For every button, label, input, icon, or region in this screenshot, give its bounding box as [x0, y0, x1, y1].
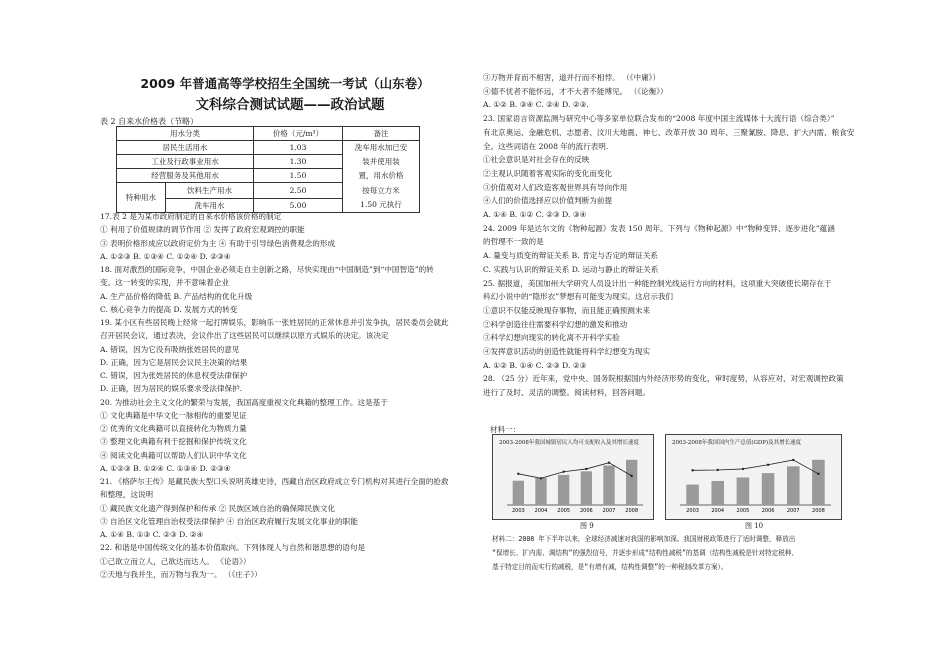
tick-label: 2006: [579, 508, 593, 514]
exam-subtitle: 文科综合测试试题——政治试题: [195, 97, 385, 113]
chart-title: 2003-2008年我国城镇居民人均可支配收入及其增长速度: [499, 440, 639, 446]
text-line: ③科学幻想向现实的转化离不开科学实验: [483, 333, 620, 343]
text-line: ④ 阅读文化典籍可以帮助人们认识中华文化: [100, 450, 247, 460]
text-line: 有北京奥运、金融危机、志愿者、汶川大地震、神七、改革开放 30 周年、三聚氰胺、降息、扩大内需、粮食安: [483, 127, 855, 137]
table-cell: 2.50: [254, 183, 343, 199]
table-cell: 1.50: [254, 169, 343, 183]
figure-label: 图 10: [745, 522, 764, 530]
growth-point: [717, 469, 719, 471]
table-cell: 饮料生产用水: [166, 183, 254, 199]
tick-label: 2008: [625, 508, 639, 514]
text-line: ③ 表明价格形成应以政府定价为主 ④ 有助于引导绿色消费观念的形成: [100, 238, 336, 248]
growth-point: [585, 468, 587, 470]
text-line: 召开居民会议，通过表决，会议作出了这些居民可以继续以原方式娱乐的决定。该决定: [100, 331, 389, 341]
text-line: ③ 整理文化典籍有利于挖掘和保护传统文化: [100, 437, 247, 447]
text-line: D. 正确，因为它是居民会议民主决策的结果: [100, 357, 248, 367]
tick-label: 2003: [511, 508, 525, 514]
growth-point: [817, 473, 819, 475]
table-cell: 1.30: [254, 155, 343, 169]
tick-label: 2007: [786, 508, 800, 514]
text-line: C. 实践与认识的辩证关系 D. 运动与静止的辩证关系: [483, 264, 659, 274]
table-header-row: [117, 127, 420, 141]
text-line: 全。这些词语在 2008 年的流行表明.: [483, 141, 609, 151]
text-line: 变。这一转变的实现，并不意味着企业: [100, 278, 230, 288]
text-line: 科幻小说中的“隐形衣”梦想有可能变为现实。这启示我们: [483, 292, 674, 302]
text-line: A. 错误，因为它没有吸纳张姓居民的意见: [100, 344, 240, 354]
text-line: ①意识不仅能反映现存事物，而且能正确预测未来: [483, 305, 651, 315]
bar: [812, 460, 825, 505]
table-header-cell: 用水分类: [117, 127, 254, 141]
text-line: 和整理，这说明: [100, 490, 154, 500]
bar: [711, 481, 724, 505]
bar: [787, 466, 800, 505]
growth-point: [517, 473, 519, 475]
text-line: ① 藏民族文化遗产得到保护和传承 ② 民族区域自治的确保障民族文化: [100, 503, 336, 513]
text-line: ③价值观对人们改造客观世界具有导向作用: [483, 182, 628, 192]
exam-title: 2009 年普通高等学校招生全国统一考试（山东卷）: [140, 76, 430, 91]
chart-svg-2: [666, 435, 841, 519]
text-line: ② 优秀的文化典籍可以直接转化为物质力量: [100, 424, 247, 433]
text-line: A. ①②③ B. ①②④ C. ①③④ D. ②③④: [100, 463, 231, 473]
note-line: 洗车用水加已安: [354, 143, 408, 152]
text-line: ④发挥意识活动的创造性就能将科学幻想变为现实: [483, 347, 651, 356]
bar: [603, 465, 614, 505]
text-line: ① 文化典籍是中华文化一脉相传的重要见证: [100, 410, 247, 420]
table-header-cell: 价格（元/m³）: [254, 127, 343, 141]
table-cell: 1.03: [254, 141, 343, 155]
text-line: 基于特定目的而实行的减税，是“有增有减，结构性调整”的一种税制改革方案）。: [492, 563, 728, 571]
text-line: 进行了及时、灵活的调整。阅读材料，回答问题。: [483, 388, 651, 398]
note-line: 1.50 元执行: [360, 199, 402, 209]
note-line: 装并使用装: [362, 157, 400, 167]
text-line: C. 错误，因为张姓居民的休息权受法律保护: [100, 371, 248, 380]
text-line: A. ①② B. ③④ C. ②④ D. ②③.: [483, 100, 589, 110]
text-line: A. 量变与质变的辩证关系 B. 肯定与否定的辩证关系: [483, 251, 659, 261]
bar: [581, 471, 592, 505]
growth-point: [562, 471, 564, 473]
growth-point: [540, 477, 542, 479]
text-line: 17.表 2 是为某市政府制定的自来水价格该价格的制定: [100, 212, 282, 221]
text-line: 18. 面对激烈的国际竞争，中国企业必须走自主创新之路，尽快实现由“中国制造”到“中国智造”的转: [100, 265, 434, 274]
table-cell: 洗车用水: [166, 199, 254, 213]
text-line: “保增长、扩内需、调结构”的强烈信号，并逐步形成“结构性减税”的基调（结构性减税是针对特定税种、: [492, 549, 799, 557]
tick-label: 2005: [736, 508, 750, 514]
bar: [626, 460, 637, 505]
text-line: 20. 为推动社会主义文化的繁荣与发展，我国高度重视文化典籍的整理工作。这是基于: [100, 397, 388, 407]
text-line: 21. 《格萨尔王传》是藏民族大型口头说明英雄史诗，西藏自治区政府成立专门机构对其进行全面的抢救: [100, 477, 449, 486]
table-cell: 经营服务及其他用水: [117, 169, 254, 183]
text-line: ①己欲立而立人，己欲达而达人。 《论语》）: [100, 556, 251, 566]
text-line: 25. 据报道，美国加州大学研究人员设计出一种能控制光线运行方向的材料，这项重大突破使长期存在于: [483, 278, 832, 288]
tick-label: 2007: [602, 508, 616, 514]
growth-point: [767, 464, 769, 466]
text-line: ②科学创造往往需要科学幻想的激发和推动: [483, 319, 628, 329]
growth-line: [693, 460, 819, 474]
text-line: A. ①④ B. ①③ C. ②③ D. ②④: [100, 530, 204, 539]
text-line: ④德不忧者不能怀远，才不大者不能博见。 （《论衡》）: [483, 86, 668, 96]
bar: [558, 475, 569, 505]
bar: [513, 481, 524, 505]
text-line: 22. 和谐是中国传统文化的基本价值取向。下列体现人与自然和谐思想的语句是: [100, 543, 366, 553]
bar: [762, 473, 775, 505]
text-line: 的哲理不一致的是: [483, 237, 544, 247]
text-line: ③ 自治区文化管理自治权受法律保护 ④ 自治区政府履行发展文化事业的职能: [100, 516, 358, 526]
water-price-table: [116, 126, 420, 213]
table-cell: 5.00: [254, 199, 343, 213]
text-line: 28. （25 分）近年来，党中央、国务院根据国内外经济形势的变化，审时度势，从容应对，对宏观调控政策: [483, 374, 844, 384]
text-line: ① 利用了价值规律的调节作用 ② 发挥了政府宏观调控的职能: [100, 225, 305, 235]
table-note-cell: [343, 141, 420, 213]
growth-line: [518, 463, 631, 479]
text-line: 24. 2009 年是达尔文的《物种起源》发表 150 周年。下列与《物种起源》中“物种变异、逐步进化”蕴涵: [483, 223, 835, 233]
text-line: C. 核心竞争力的提高 D. 发展方式的转变: [100, 304, 238, 314]
text-line: ②主观认识随着客观实际的变化而变化: [483, 168, 613, 178]
growth-point: [630, 475, 632, 477]
table-cell: 工业及行政事业用水: [117, 155, 254, 169]
text-line: A. ①②③ B. ①③④ C. ①②④ D. ②③④: [100, 251, 231, 261]
text-line: 23. 国家语言资源监测与研究中心等多家单位联合发布的“2008 年度中国主流媒体十大流行语（综合类）”: [483, 114, 835, 124]
note-line: 置，用水价格: [358, 171, 404, 181]
bar: [686, 485, 699, 505]
growth-point: [608, 462, 610, 464]
chart-panel-2: [665, 434, 842, 520]
tick-label: 2006: [761, 508, 775, 514]
table-cell: 居民生活用水: [117, 141, 254, 155]
tick-label: 2004: [534, 508, 548, 514]
tick-label: 2004: [711, 508, 725, 514]
chart-svg-1: [493, 435, 653, 519]
text-line: A. 生产品价格的降低 B. 产品结构的优化升级: [100, 291, 253, 301]
bar: [535, 478, 546, 505]
text-line: ④人们的价值选择应以价值判断为前提: [483, 196, 613, 206]
note-line: 按每立方米: [362, 185, 400, 195]
table-header-cell: 备注: [343, 127, 420, 141]
text-line: ③万物并育而不相害，道并行而不相悖。 （《中庸》）: [483, 73, 661, 82]
growth-point: [792, 459, 794, 461]
table-cell: 特种用水: [117, 183, 166, 213]
growth-point: [691, 469, 693, 471]
tick-label: 2003: [686, 508, 699, 514]
text-line: 材料二：2008 年下半年以来，全球经济减速对我国的影响加深。我国财税政策进行了适时调整，释放出: [492, 535, 796, 543]
text-line: D. 正确，因为居民的娱乐要求受法律保护.: [100, 384, 243, 394]
text-line: ①社会意识是对社会存在的反映: [483, 155, 590, 165]
text-line: ②天地与我并生，而万物与我为一。 （《庄子》）: [100, 569, 262, 579]
text-line: A. ①② B. ①④ C. ②③ D. ②③: [483, 360, 587, 370]
growth-point: [742, 468, 744, 470]
table-row: [117, 141, 420, 155]
chart-title: 2003-2008年我国国内生产总值(GDP)及其增长速度: [672, 440, 802, 446]
figure-label: 图 9: [580, 522, 594, 530]
chart-panel-1: [492, 434, 654, 520]
text-line: A. ①④ B. ①② C. ②③ D. ③④: [483, 210, 587, 219]
tick-label: 2005: [557, 508, 571, 514]
text-line: 19. 某小区有些居民晚上经常一起打牌娱乐，影响乐一张姓居民的正常休息并引发争执，居民委员会就此: [100, 318, 449, 327]
bar: [737, 477, 750, 505]
tick-label: 2008: [812, 508, 825, 514]
material1-label: 材料一：: [490, 425, 521, 434]
table-caption: 表 2 自来水价格表（节略）: [100, 117, 199, 126]
